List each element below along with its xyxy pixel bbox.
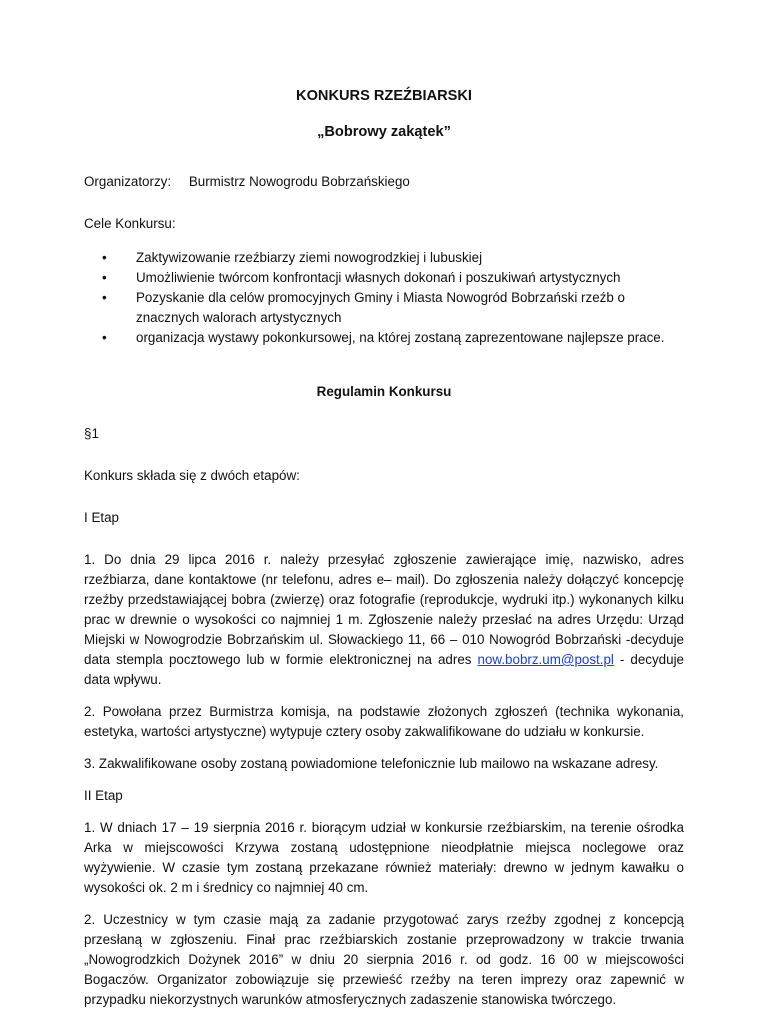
document-subtitle: „Bobrowy zakątek”: [317, 124, 451, 140]
goals-label: Cele Konkursu:: [84, 216, 176, 231]
organizers-label: Organizatorzy:: [84, 174, 172, 189]
stage1-item1: 1. Do dnia 29 lipca 2016 r. należy przesyłać zgłoszenie zawierające imię, nazwisko, adres rzeźbiarza, dane kontaktowe (nr telefonu, adres e– mail). Do zgłoszenia należy dołączyć koncepcję rzeźby przedstawiającej bobra (zwierzę) oraz fotografie (reprodukcje, wydruki itp.) wykonanych kilku prac w drewnie o wysokości co najmniej 1 m. Zgłoszenie należy przesłać na adres Urzędu: Urząd Miejski w Nowogrodzie Bobrzańskim ul. Słowackiego 11, 66 – 010 Nowogród Bobrzański -decyduje data stempla pocztowego lub w formie elektronicznej na adres now.bobrz.um@post.pl - decyduje data wpływu.: [84, 552, 684, 687]
goal-item: [84, 288, 684, 328]
bullet-icon: •: [102, 250, 107, 265]
organizers-value: Burmistrz Nowogrodu Bobrzańskiego: [188, 174, 410, 189]
goal-text: Zaktywizowanie rzeźbiarzy ziemi nowogrodzkiej i lubuskiej: [136, 250, 483, 265]
goal-item: [84, 328, 684, 348]
organizers-line: [84, 172, 684, 192]
paragraph-mark: §1: [84, 426, 99, 441]
bullet-icon: •: [102, 290, 107, 305]
stage2-label: II Etap: [84, 788, 123, 803]
stage1-label: I Etap: [84, 510, 119, 525]
goal-item: [84, 248, 684, 268]
goal-text: Umożliwienie twórcom konfrontacji własnych dokonań i poszukiwań artystycznych: [136, 270, 621, 285]
bullet-icon: •: [102, 330, 107, 345]
stage2-item2: 2. Uczestnicy w tym czasie mają za zadanie przygotować zarys rzeźby zgodnej z koncepcją przesłaną w zgłoszeniu. Finał prac rzeźbiarskich zostanie przeprowadzony w trakcie trwania „Nowogrodzkich Dożynek 2016” w dniu 20 sierpnia 2016 r. od godz. 16 00 w miejscowości Bogaczów. Organizator zobowiązuje się przewieść rzeźby na teren imprezy oraz zapewnić w przypadku niekorzystnych warunków atmosferycznych zadaszenie stanowiska twórczego.: [84, 912, 684, 1007]
document-title: KONKURS RZEŹBIARSKI: [296, 88, 472, 104]
goal-text: Pozyskanie dla celów promocyjnych Gminy i Miasta Nowogród Bobrzański rzeźb o znacznych walorach artystycznych: [136, 290, 625, 325]
bullet-icon: •: [102, 270, 107, 285]
stage2-item1: 1. W dniach 17 – 19 sierpnia 2016 r. biorącym udział w konkursie rzeźbiarskim, na terenie ośrodka Arka w miejscowości Krzywa zostaną udostępnione nieodpłatnie miejsca noclegowe oraz wyżywienie. W czasie tym zostaną przekazane również materiały: drewno w jednym kawałku o wysokości ok. 2 m i średnicy co najmniej 40 cm.: [84, 820, 684, 895]
goal-text: organizacja wystawy pokonkursowej, na której zostaną zaprezentowane najlepsze prace.: [136, 330, 665, 345]
stage1-item3: 3. Zakwalifikowane osoby zostaną powiadomione telefonicznie lub mailowo na wskazane adresy.: [84, 756, 659, 771]
stages-intro: Konkurs składa się z dwóch etapów:: [84, 468, 300, 483]
stage1-item2: 2. Powołana przez Burmistrza komisja, na podstawie złożonych zgłoszeń (technika wykonania, estetyka, wartości artystyczne) wytypuje cztery osoby zakwalifikowane do udziału w konkursie.: [84, 704, 684, 739]
goal-item: [84, 268, 684, 288]
document-content: [84, 84, 684, 1010]
email-link[interactable]: now.bobrz.um@post.pl: [477, 652, 614, 667]
goals-list: [84, 248, 684, 348]
regulations-heading: Regulamin Konkursu: [316, 384, 452, 399]
